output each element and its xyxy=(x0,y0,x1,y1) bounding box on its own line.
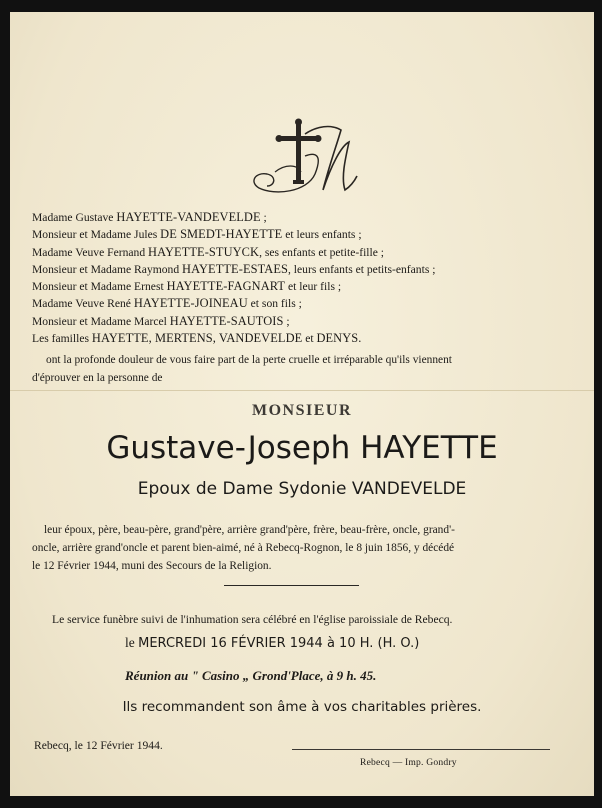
list-item: Madame Veuve Fernand HAYETTE-STUYCK, ses enfants et petite-fille ; xyxy=(32,244,385,259)
list-item: Madame Veuve René HAYETTE-JOINEAU et son fils ; xyxy=(32,296,302,311)
announcement-line-2: d'éprouver en la personne de xyxy=(32,372,163,384)
announcement-line-1: ont la profonde douleur de vous faire part de la perte cruelle et irréparable qu'ils viennent xyxy=(46,354,452,366)
cross-monogram-icon xyxy=(245,116,365,201)
printer-credit: Rebecq — Imp. Gondry xyxy=(360,757,457,768)
printer-divider xyxy=(292,749,550,750)
meeting-place: Réunion au " Casino „ Grond'Place, à 9 h. 45. xyxy=(125,668,377,683)
list-item: Monsieur et Madame Jules DE SMEDT-HAYETTE et leurs enfants ; xyxy=(32,227,362,242)
list-item: Monsieur et Madame Raymond HAYETTE-ESTAES, leurs enfants et petits-enfants ; xyxy=(32,261,436,276)
list-item: Les familles HAYETTE, MERTENS, VANDEVELDE et DENYS. xyxy=(32,331,362,346)
bio-line-3: le 12 Février 1944, muni des Secours de la Religion. xyxy=(32,560,272,572)
prayer-request: Ils recommandent son âme à vos charitables prières. xyxy=(122,699,482,715)
biography xyxy=(32,521,572,575)
fold-line xyxy=(10,390,594,391)
bio-line-1: leur époux, père, beau-père, grand'père, arrière grand'père, frère, beau-frère, oncle, grand'- xyxy=(44,524,455,536)
bio-line-2: oncle, arrière grand'oncle et parent bien-aimé, né à Rebecq-Rognon, le 8 juin 1856, y décédé xyxy=(32,542,455,554)
service-announcement: Le service funèbre suivi de l'inhumation sera célébré en l'église paroissiale de Rebecq. xyxy=(52,613,453,626)
list-item: Madame Gustave HAYETTE-VANDEVELDE ; xyxy=(32,210,267,224)
honorific-title: MONSIEUR xyxy=(251,402,352,419)
list-item: Monsieur et Madame Ernest HAYETTE-FAGNART et leur fils ; xyxy=(32,279,342,294)
service-date: le MERCREDI 16 FÉVRIER 1944 à 10 H. (H. O.) xyxy=(125,635,420,651)
mourners-list xyxy=(32,209,592,347)
spouse-line: Epoux de Dame Sydonie VANDEVELDE xyxy=(137,479,467,499)
place-and-date: Rebecq, le 12 Février 1944. xyxy=(34,739,163,752)
deceased-name: Gustave-Joseph HAYETTE xyxy=(106,430,498,466)
divider xyxy=(224,585,359,586)
list-item: Monsieur et Madame Marcel HAYETTE-SAUTOIS ; xyxy=(32,313,290,328)
funeral-notice xyxy=(10,12,594,796)
